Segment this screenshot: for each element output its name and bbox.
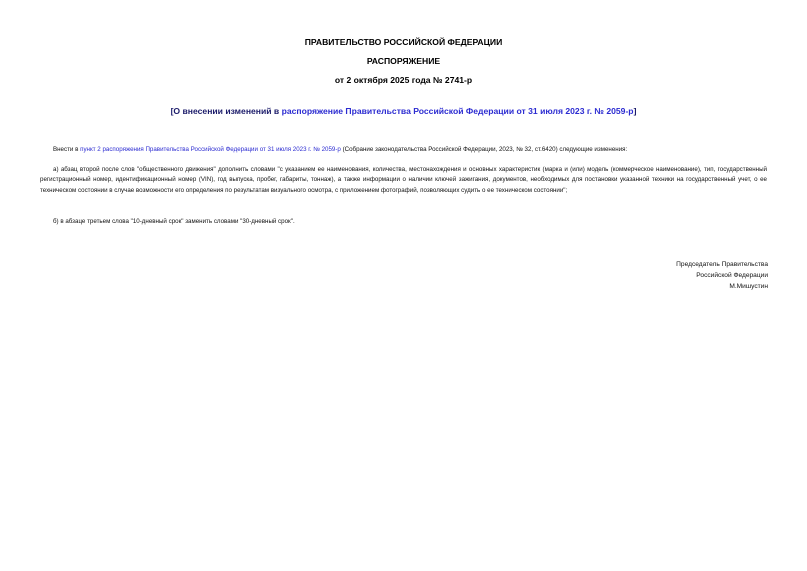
item-b-paragraph: б) в абзаце третьем слова "10-дневный срок" заменить словами "30-дневный срок". bbox=[53, 218, 295, 225]
document-title bbox=[0, 106, 807, 117]
document-date-number: от 2 октября 2025 года № 2741-р bbox=[334, 75, 473, 85]
signature-position-line2: Российской Федерации bbox=[696, 272, 768, 279]
government-heading: ПРАВИТЕЛЬСТВО РОССИЙСКОЙ ФЕДЕРАЦИИ bbox=[304, 37, 503, 47]
document-type-heading: РАСПОРЯЖЕНИЕ bbox=[366, 56, 441, 66]
intro-paragraph bbox=[40, 145, 767, 155]
signature-name: М.Мишустин bbox=[729, 283, 768, 290]
title-suffix: ] bbox=[633, 106, 637, 116]
intro-paragraph-block bbox=[40, 145, 767, 155]
item-a-paragraph: а) абзац второй после слов "общественного движения" дополнить словами "с указанием ее наименования, количества, местонахождения и основных характеристик (марка и (или) модель (коммерческое наименование), тип, государственный регистрационный номер, идентификационный номер (VIN), год выпуска, пробег, габариты, тоннаж), а также информации о наличии ключей зажигания, документов, необходимых для постановки указанной техники на государственный учет, о ее техническом состоянии в случае возможности его определения по результатам визуального осмотра, с приложением фотографий, позволяющих судить о ее техническом состоянии"; bbox=[40, 166, 767, 194]
title-link[interactable]: распоряжение Правительства Российской Федерации от 31 июля 2023 г. № 2059-р bbox=[281, 106, 634, 116]
signature-position-line1: Председатель Правительства bbox=[676, 261, 768, 268]
item-a-block bbox=[40, 165, 767, 196]
title-prefix: [О внесении изменений в bbox=[170, 106, 282, 116]
signature-block bbox=[676, 259, 768, 292]
intro-after-text: (Собрание законодательства Российской Федерации, 2023, № 32, ст.6420) следующие изменения: bbox=[340, 146, 628, 153]
intro-link[interactable]: пункт 2 распоряжения Правительства Российской Федерации от 31 июля 2023 г. № 2059-р bbox=[80, 146, 341, 153]
intro-before-text: Внести в bbox=[53, 146, 81, 153]
item-b-block bbox=[40, 217, 767, 227]
